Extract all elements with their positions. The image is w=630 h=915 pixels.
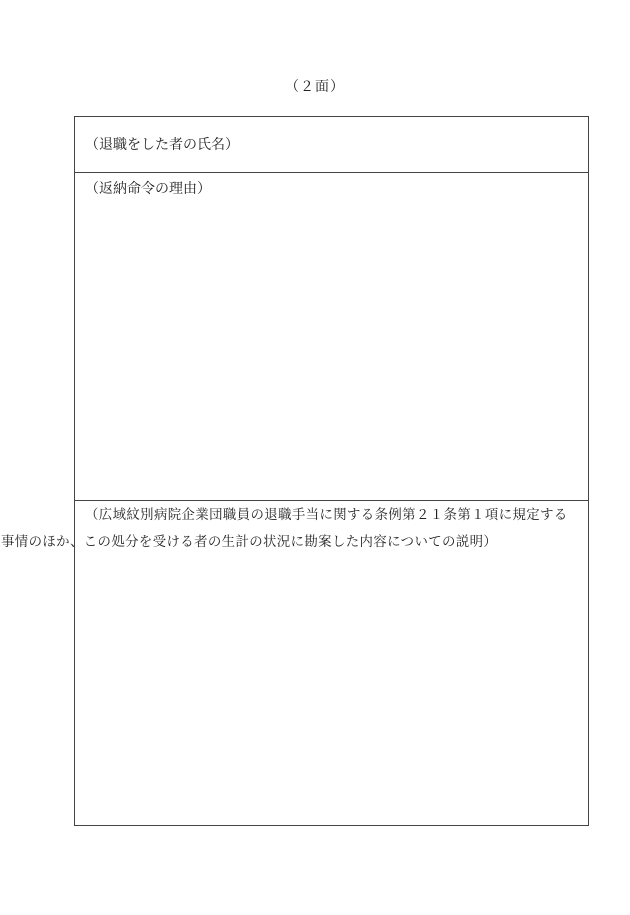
- circumstances-explanation-section: [1, 501, 588, 825]
- page-number: （２面）: [285, 79, 345, 95]
- return-order-form: [1, 116, 589, 826]
- circumstances-explanation-label-line1: （広域紋別病院企業団職員の退職手当に関する条例第２１条第１項に規定する: [85, 508, 568, 523]
- return-order-reason-section: [75, 173, 588, 501]
- circumstances-explanation-label-line2: 事情のほか、この処分を受ける者の生計の状況に勘案した内容についての説明）: [1, 535, 498, 550]
- return-order-reason-label: （返納命令の理由）: [85, 181, 211, 197]
- retiree-name-section: [75, 117, 588, 173]
- retiree-name-label: （退職をした者の氏名）: [85, 137, 239, 153]
